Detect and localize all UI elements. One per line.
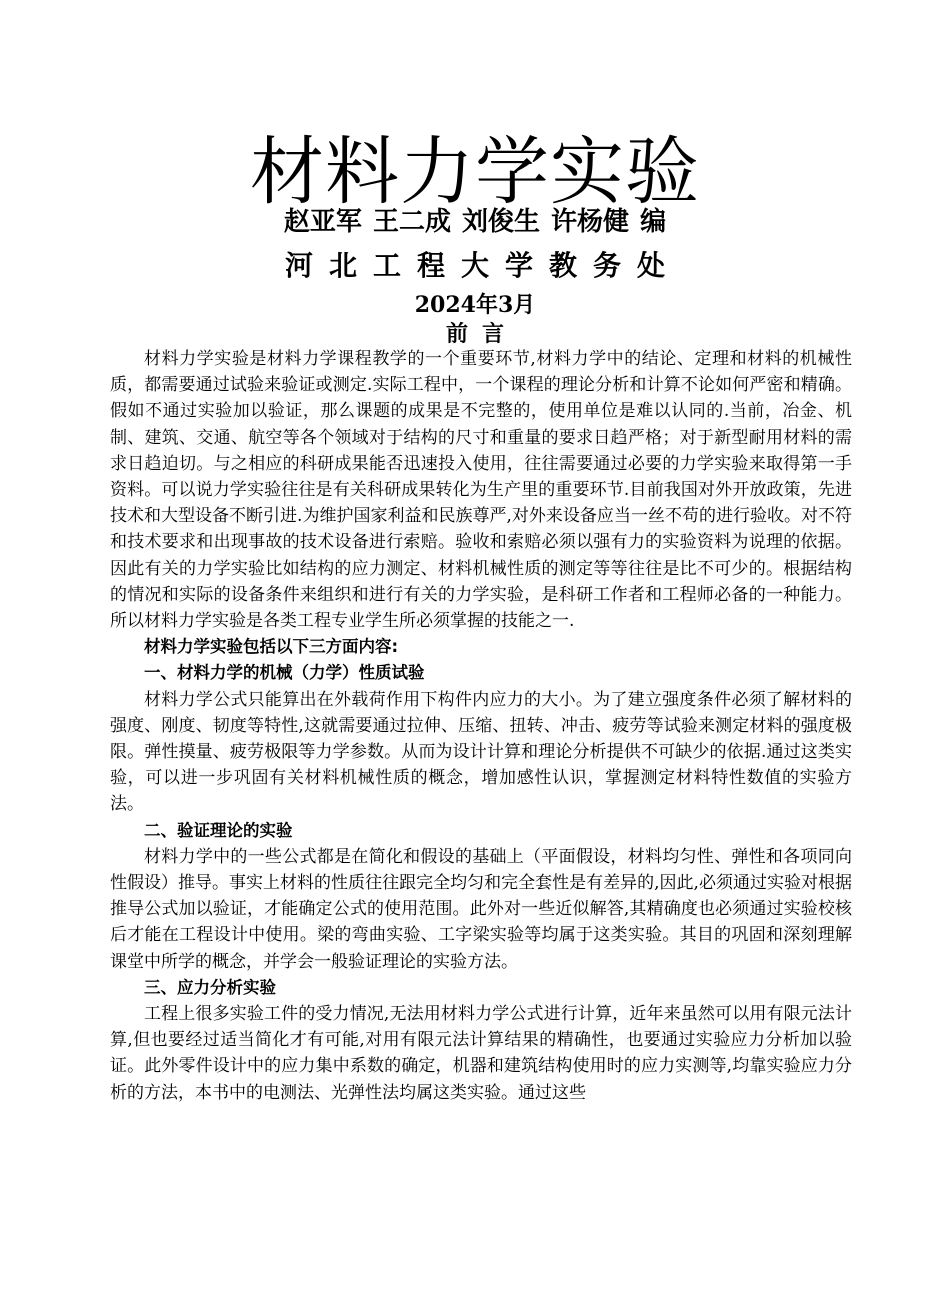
preface-heading: 前言 <box>445 322 518 347</box>
preface-body <box>110 346 852 1106</box>
section-3-paragraph: 工程上很多实验工件的受力情况,无法用材料力学公式进行计算，近年来虽然可以用有限元法计算,但也要经过适当简化才有可能,对用有限元法计算结果的精确性，也要通过实验应力分析加以验证。此外零件设计中的应力集中系数的确定，机器和建筑结构使用时的应力实测等,均靠实验应力分析的方法，本书中的电测法、光弹性法均属这类实验。通过这些 <box>110 1004 852 1103</box>
publisher-line: 河北工程大学教务处 <box>284 249 681 282</box>
preface-paragraph-1: 材料力学实验是材料力学课程教学的一个重要环节,材料力学中的结论、定理和材料的机械性质，都需要通过试验来验证或测定.实际工程中，一个课程的理论分析和计算不论如何严密和精确。假如不通过实验加以验证，那么课题的成果是不完整的，使用单位是难以认同的.当前，冶金、机制、建筑、交通、航空等各个领域对于结构的尺寸和重量的要求日趋严格；对于新型耐用材料的需求日趋迫切。与之相应的科研成果能否迅速投入使用，往往需要通过必要的力学实验来取得第一手资料。可以说力学实验往往是有关科研成果转化为生产里的重要环节.目前我国对外开放政策，先进技术和大型设备不断引进.为维护国家利益和民族尊严,对外来设备应当一丝不苟的进行验收。对不符和技术要求和出现事故的技术设备进行索赔。验收和索赔必须以强有力的实验资料为说理的依据。因此有关的力学实验比如结构的应力测定、材料机械性质的测定等等往往是比不可少的。根据结构的情况和实际的设备条件来组织和进行有关的力学实验，是科研工作者和工程师必备的一种能力。所以材料力学实验是各类工程专业学生所必须掌握的技能之一. <box>110 349 852 632</box>
document-title: 材料力学实验 <box>250 129 700 215</box>
authors-line: 赵亚军 王二成 刘俊生 许杨健 编 <box>283 207 667 237</box>
section-1-heading: 一、材料力学的机械（力学）性质试验 <box>144 663 425 683</box>
section-1-paragraph: 材料力学公式只能算出在外载荷作用下构件内应力的大小。为了建立强度条件必须了解材料的强度、刚度、韧度等特性,这就需要通过拉伸、压缩、扭转、冲击、疲劳等试验来测定材料的强度极限。弹性摸量、疲劳极限等力学参数。从而为设计计算和理论分析提供不可缺少的依据.通过这类实验，可以进一步巩固有关材料机械性质的概念，增加感性认识，掌握测定材料特性数值的实验方法。 <box>110 689 852 815</box>
publication-date: 2024年3月 <box>414 292 536 318</box>
section-2-heading: 二、验证理论的实验 <box>144 820 293 840</box>
contents-intro-heading: 材料力学实验包括以下三方面内容: <box>144 637 399 657</box>
section-3-heading: 三、应力分析实验 <box>144 977 276 997</box>
section-2-paragraph: 材料力学中的一些公式都是在简化和假设的基础上（平面假设，材料均匀性、弹性和各项同向性假设）推导。事实上材料的性质往往跟完全均匀和完全套性是有差异的,因此,必须通过实验对根据推导公式加以验证，才能确定公式的使用范围。此外对一些近似解答,其精确度也必须通过实验校核后才能在工程设计中使用。梁的弯曲实验、工字梁实验等均属于这类实验。其目的巩固和深刻理解课堂中所学的概念，并学会一般验证理论的实验方法。 <box>110 846 852 972</box>
